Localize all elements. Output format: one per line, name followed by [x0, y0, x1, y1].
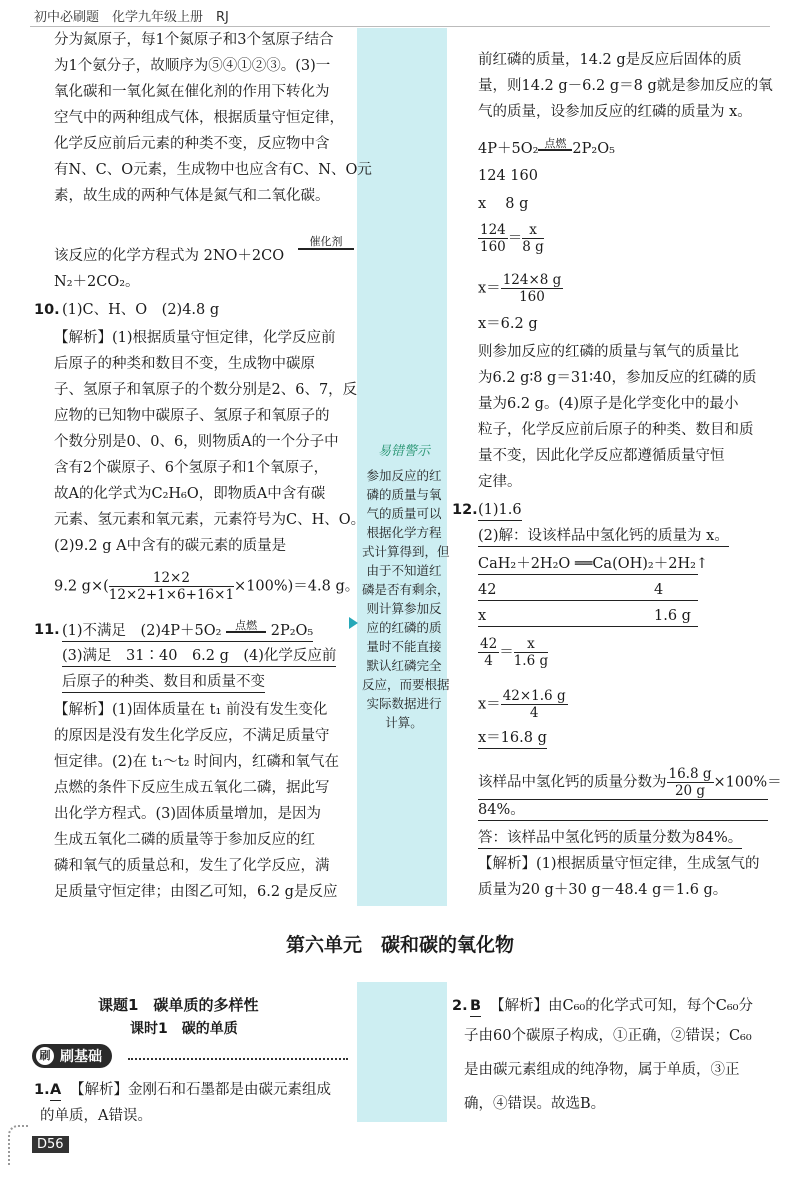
text-line: 量不变，因此化学反应都遵循质量守恒: [478, 448, 725, 464]
answer-line: (2)解：设该样品中氢化钙的质量为 x。: [478, 526, 729, 547]
equation-line: [478, 222, 544, 255]
equation-line: [478, 580, 698, 601]
sidenote-line: 则计算参加反: [366, 601, 442, 616]
fraction-top: x: [522, 222, 544, 239]
equation-line: [478, 636, 548, 669]
sidenote-line: 量时不能直接: [366, 639, 442, 654]
equation-line: x＝16.8 g: [478, 728, 547, 749]
text-line: 氧化碳和一氧化氮在催化剂的作用下转化为: [54, 84, 330, 100]
equation-part: x＝: [478, 280, 501, 297]
question-number: 1.: [34, 1082, 50, 1098]
answer-part: (1)不满足 (2)4P＋5O₂: [62, 623, 222, 639]
molar-mass: 42: [478, 582, 497, 598]
unit-title: 第六单元 碳和碳的氧化物: [285, 934, 514, 956]
fraction-bottom: 1.6 g: [513, 653, 549, 669]
result-text: ×100%＝: [713, 774, 782, 791]
sidenote-body: [362, 466, 450, 732]
answer-line: (1)1.6: [478, 500, 522, 521]
question-number: 10.: [34, 302, 60, 318]
text-line: (2)9.2 g A中含有的碳元素的质量是: [54, 538, 287, 554]
sidenote-line: 实际数据进行: [366, 696, 442, 711]
formula-suffix: ×100%)＝4.8 g。: [234, 578, 360, 595]
text-line: 后原子的种类和数目不变，生成物中碳原: [54, 356, 315, 372]
text-line: 确，④错误。故选B。: [464, 1096, 606, 1112]
text-line: 质量为20 g＋30 g－48.4 g＝1.6 g。: [478, 882, 728, 898]
fraction: [501, 688, 568, 721]
equation-line: [478, 688, 568, 721]
text-line: 空气中的两种组成气体，根据质量守恒定律，: [54, 110, 344, 126]
equation-line: CaH₂＋2H₂O ══Ca(OH)₂＋2H₂↑: [478, 554, 698, 575]
lesson-title: 课题1 碳单质的多样性: [98, 996, 259, 1014]
fraction: [501, 272, 564, 305]
reaction-condition: 催化剂: [298, 236, 354, 250]
sidenote-line: 反应，而要根据: [362, 677, 450, 692]
text-line: 为6.2 g∶8 g＝31∶40，参加反应的红磷的质: [478, 370, 757, 386]
sidenote-line: 磷的质量与氧: [366, 487, 442, 502]
text-line: 素，故生成的两种气体是氮气和二氧化碳。: [54, 188, 330, 204]
question-number: 2.: [452, 998, 468, 1014]
text-line: 为1个氨分子，故顺序为⑤④①②③。(3)一: [54, 58, 331, 74]
answer-line: [62, 620, 313, 642]
equation-line: x 8 g: [478, 196, 529, 212]
text-line: 该反应的化学方程式为 2NO＋2CO: [54, 248, 285, 264]
answer-line: (3)满足 31∶40 6.2 g (4)化学反应前: [62, 646, 336, 667]
fraction: [522, 222, 544, 255]
text-line: 前红磷的质量，14.2 g是反应后固体的质: [478, 52, 742, 68]
text-line: 磷和氧气的质量总和，发生了化学反应，满: [54, 858, 330, 874]
text-line: 元素、氢元素和氧元素，元素符号为C、H、O。: [54, 512, 366, 528]
text-line: 量，则14.2 g－6.2 g＝8 g就是参加反应的氧: [478, 78, 773, 94]
text-line: 的单质，A错误。: [40, 1108, 152, 1124]
answer-line: 答：该样品中氢化钙的质量分数为84%。: [478, 828, 742, 849]
sidenote-line: 根据化学方程: [366, 525, 442, 540]
fraction-bottom: 4: [484, 653, 493, 669]
equation-line: x＝6.2 g: [478, 316, 538, 332]
equation-part: 4P＋5O₂: [478, 141, 539, 157]
text-line: 应物的已知物中碳原子、氢原子和氧原子的: [54, 408, 330, 424]
known-mass: 1.6 g: [654, 608, 691, 624]
fraction-bottom: 20 g: [674, 783, 706, 799]
answer-line: 后原子的种类、数目和质量不变: [62, 672, 265, 693]
text-line: 含有2个碳原子、6个氢原子和1个氧原子，: [54, 460, 329, 476]
answer-line: (1)C、H、O (2)4.8 g: [62, 302, 220, 318]
equals-sign: ＝: [507, 230, 523, 247]
formula-line: [54, 570, 359, 603]
section-badge: 刷基础: [32, 1044, 112, 1068]
sidenote-title: 易错警示: [377, 444, 430, 459]
fraction-top: x: [514, 636, 548, 653]
text-line: 子、氢原子和氧原子的个数分别是2、6、7，反: [54, 382, 358, 398]
fraction-bottom: 160: [480, 239, 506, 255]
text-line: 的原因是没有发生化学反应，不满足质量守: [54, 728, 330, 744]
period-title: 课时1 碳的单质: [130, 1021, 238, 1037]
fraction: [667, 766, 714, 799]
formula-prefix: 9.2 g×(: [54, 578, 109, 595]
text-line: 量为6.2 g。(4)原子是化学变化中的最小: [478, 396, 739, 412]
sidenote-line: 磷是否有剩余，: [362, 582, 450, 597]
fraction-top: 42: [480, 636, 498, 652]
result-line: [478, 766, 782, 800]
equation-part: 2P₂O₅: [572, 141, 615, 157]
fraction-top: 124×8 g: [502, 272, 562, 288]
sidenote-line: 应的红磷的质: [366, 620, 442, 635]
text-line: 气的质量，设参加反应的红磷的质量为 x。: [478, 104, 752, 120]
equation-part: x＝: [478, 696, 501, 713]
fraction-top: 16.8 g: [668, 766, 712, 782]
text-line: 有N、C、O元素，生成物中也应含有C、N、O元: [54, 162, 372, 178]
sidenote-line: 气的质量可以: [366, 506, 442, 521]
text-line: 个数分别是0、0、6，则物质A的一个分子中: [54, 434, 339, 450]
fraction-bottom: 8 g: [522, 239, 544, 255]
text-line: 则参加反应的红磷的质量与氧气的质量比: [478, 344, 739, 360]
analysis-line: 【解析】(1)根据质量守恒定律，化学反应前: [54, 330, 336, 346]
reaction-condition: 点燃: [538, 138, 572, 151]
sidenote-line: 计算。: [385, 715, 423, 730]
fraction-top: 124: [480, 222, 506, 238]
result-text: 该样品中氢化钙的质量分数为: [478, 774, 667, 791]
text-line: 点燃的条件下反应生成五氧化二磷，据此写: [54, 780, 330, 796]
sidenote-line: 式计算得到，但: [362, 544, 450, 559]
text-line: 子由60个碳原子构成，①正确，②错误；C₆₀: [464, 1028, 752, 1044]
fraction: [478, 636, 499, 669]
question-number: 11.: [34, 622, 60, 638]
fraction: [109, 570, 234, 603]
page-number: D56: [32, 1136, 69, 1153]
equation-line: [478, 138, 615, 159]
fraction-bottom: 4: [529, 705, 539, 721]
text-line: 是由碳元素组成的纯净物，属于单质，③正: [464, 1062, 740, 1078]
text-line: N₂＋2CO₂。: [54, 274, 140, 290]
unknown-mass: x: [478, 608, 487, 624]
brush-icon: 刷: [36, 1047, 54, 1065]
fraction-top: 12×2: [109, 570, 234, 587]
fraction-bottom: 160: [519, 289, 545, 305]
pointer-arrow-icon: [349, 617, 358, 629]
text-line: 粒子，化学反应前后原子的种类、数目和质: [478, 422, 754, 438]
analysis-line: 【解析】金刚石和石墨都是由碳元素组成: [70, 1082, 331, 1098]
sidenote-band-bottom: [357, 982, 447, 1122]
running-header: 初中必刷题 化学九年级上册 RJ: [34, 10, 229, 25]
text-line: 定律。: [478, 474, 522, 490]
question-number: 12.: [452, 502, 478, 518]
text-line: 足质量守恒定律；由图乙可知，6.2 g是反应: [54, 884, 338, 900]
fraction: [514, 636, 548, 669]
dotted-rule: [128, 1058, 348, 1060]
fraction-bottom: 12×2+1×6+16×1: [108, 587, 235, 603]
header-rule: [30, 26, 770, 27]
analysis-line: 【解析】由C₆₀的化学式可知，每个C₆₀分: [490, 998, 753, 1014]
answer-choice: A: [50, 1080, 61, 1101]
equation-line: [478, 606, 698, 627]
page-corner-dots: [8, 1125, 28, 1165]
text-line: 生成五氧化二磷的质量等于参加反应的红: [54, 832, 315, 848]
text-line: 恒定律。(2)在 t₁～t₂ 时间内，红磷和氧气在: [54, 754, 340, 770]
sidenote-line: 参加反应的红: [366, 468, 442, 483]
fraction-top: 42×1.6 g: [502, 688, 566, 704]
equation-line: [478, 272, 563, 305]
fraction: [478, 222, 508, 255]
equation-line: 124 160: [478, 168, 538, 184]
molar-mass: 4: [654, 582, 664, 598]
text-line: 化学反应前后元素的种类不变，反应物中含: [54, 136, 330, 152]
sidenote-line: 由于不知道红: [366, 563, 442, 578]
answer-choice: B: [470, 996, 481, 1017]
answer-part: 2P₂O₅: [270, 623, 314, 639]
text-line: 出化学方程式。(3)固体质量增加，是因为: [54, 806, 322, 822]
reaction-condition: 点燃: [226, 620, 266, 633]
text-line: 故A的化学式为C₂H₆O，即物质A中含有碳: [54, 486, 326, 502]
sidenote-line: 默认红磷完全: [366, 658, 442, 673]
analysis-line: 【解析】(1)根据质量守恒定律，生成氢气的: [478, 856, 760, 872]
equals-sign: ＝: [499, 644, 514, 661]
analysis-line: 【解析】(1)固体质量在 t₁ 前没有发生变化: [54, 702, 328, 718]
text-line: 分为氮原子，每1个氮原子和3个氢原子结合: [54, 32, 334, 48]
result-line: 84%。: [478, 800, 768, 821]
